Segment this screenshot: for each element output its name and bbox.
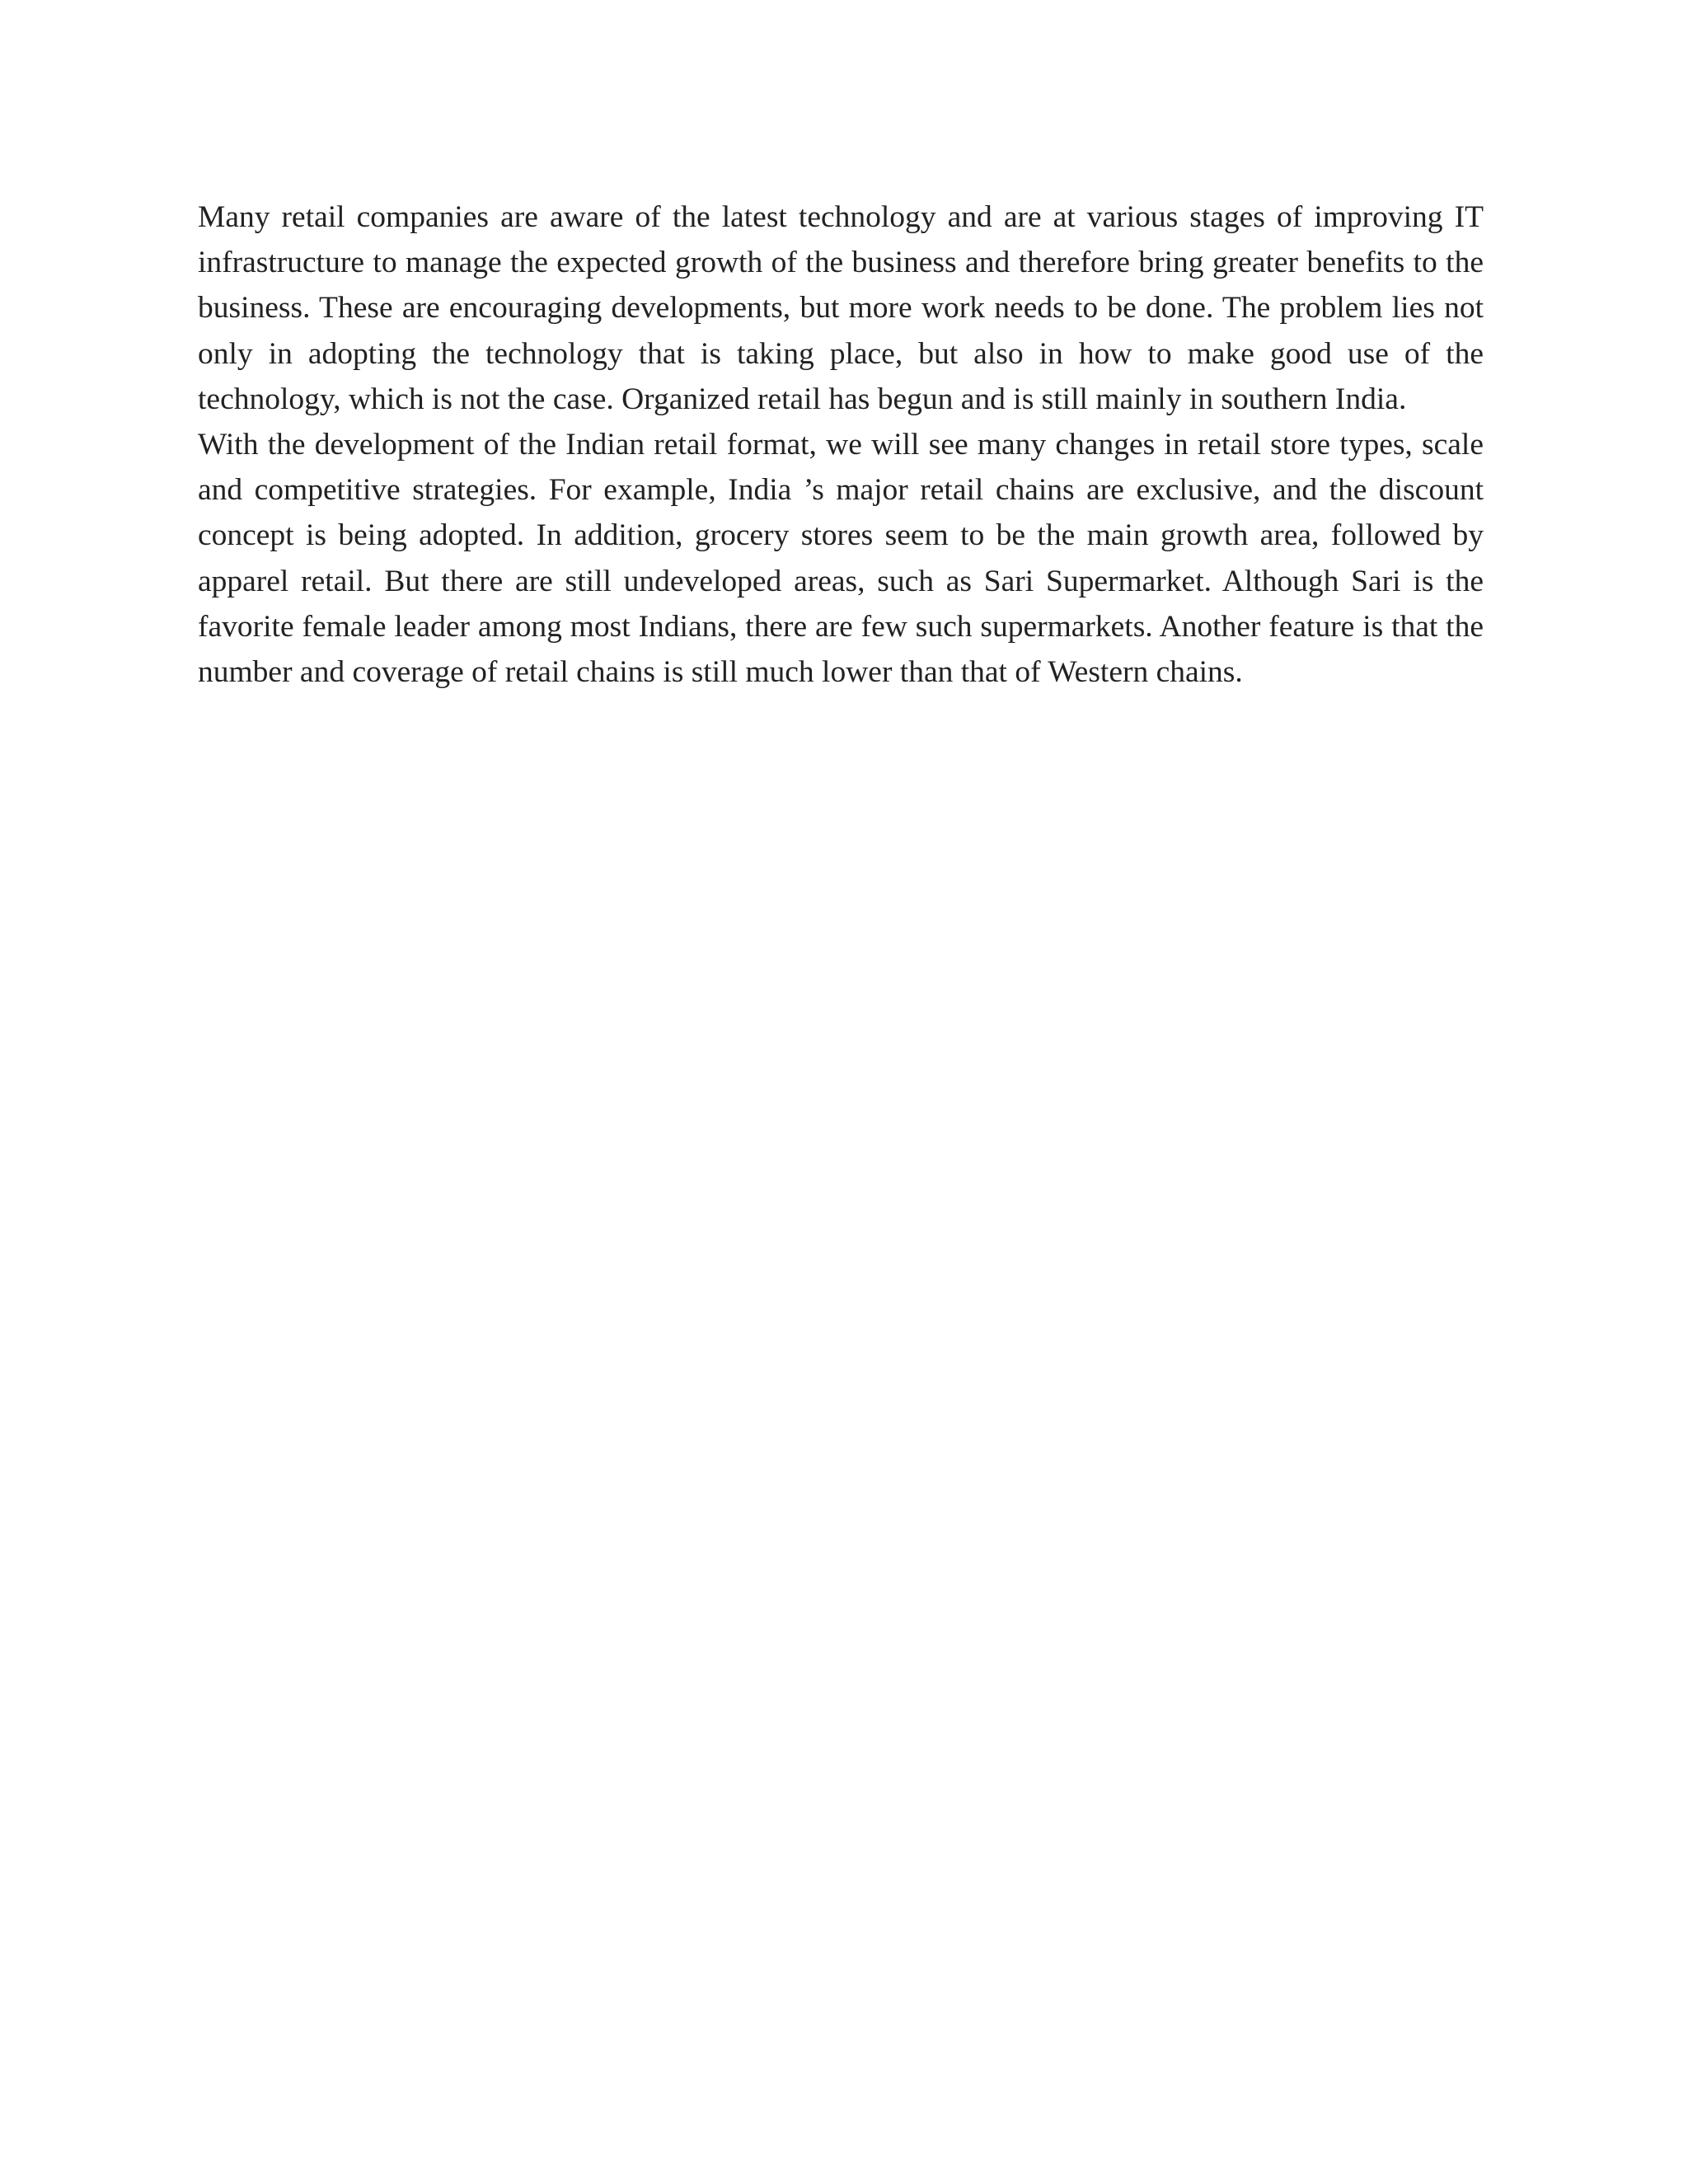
- paragraph-2: With the development of the Indian retail format, we will see many changes in retail store types, scale and competitive strategies. For example, India ’s major retail chains are exclusive, and the discount concept is being adopted. In addition, grocery stores seem to be the main growth area, followed by apparel retail. But there are still undeveloped areas, such as Sari Supermarket. Although Sari is the favorite female leader among most Indians, there are few such supermarkets. Another feature is that the number and coverage of retail chains is still much lower than that of Western chains.: [198, 428, 1484, 690]
- document-body: [198, 194, 1484, 695]
- paragraph-1: Many retail companies are aware of the latest technology and are at various stages of improving IT infrastructure to manage the expected growth of the business and therefore bring greater benefits to the business. These are encouraging developments, but more work needs to be done. The problem lies not only in adopting the technology that is taking place, but also in how to make good use of the technology, which is not the case. Organized retail has begun and is still mainly in southern India.: [198, 200, 1484, 416]
